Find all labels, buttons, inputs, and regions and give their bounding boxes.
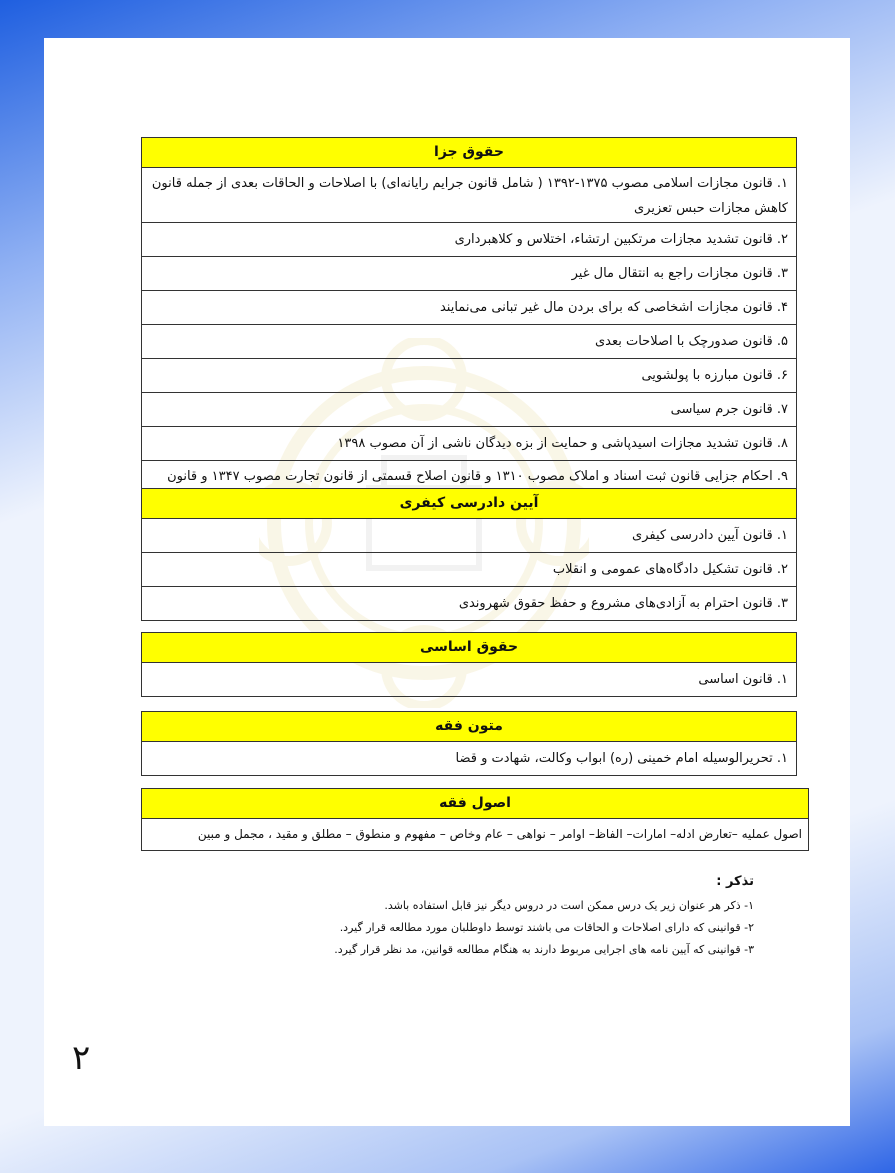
list-item: ۱. تحریرالوسیله امام خمینی (ره) ابواب وکالت، شهادت و قضا	[142, 742, 796, 776]
section-criminal-law	[141, 137, 797, 516]
section-title: آیین دادرسی کیفری	[142, 489, 796, 519]
list-item: ۶. قانون مبارزه با پولشویی	[142, 359, 796, 393]
list-item: ۱. قانون مجازات اسلامی مصوب ۱۳۷۵-۱۳۹۲ ( شامل قانون جرایم رایانه‌ای) با اصلاحات و الحاقات بعدی از جمله قانون کاهش مجازات حبس تعزیری	[142, 168, 796, 223]
section-constitutional-law	[141, 632, 797, 697]
note-line: ۲- قوانینی که دارای اصلاحات و الحاقات می باشند توسط داوطلبان مورد مطالعه قرار گیرد.	[339, 921, 754, 934]
section-fiqh-texts	[141, 711, 797, 776]
section-title: حقوق اساسی	[142, 633, 796, 663]
list-item: ۱. قانون اساسی	[142, 663, 796, 697]
list-item: ۳. قانون مجازات راجع به انتقال مال غیر	[142, 257, 796, 291]
page-number: ۲	[72, 1038, 91, 1078]
list-item: ۹. احکام جزایی قانون ثبت اسناد و املاک مصوب ۱۳۱۰ و قانون اصلاح قسمتی از قانون تجارت مصوب ۱۳۴۷ و قانون	[142, 461, 796, 516]
list-item: ۱. قانون آیین دادرسی کیفری	[142, 519, 796, 553]
list-item: ۷. قانون جرم سیاسی	[142, 393, 796, 427]
notes-title: تذکر :	[716, 874, 754, 889]
section-criminal-procedure	[141, 488, 797, 621]
section-title: حقوق جزا	[142, 138, 796, 168]
list-item: ۴. قانون مجازات اشخاصی که برای بردن مال غیر تبانی می‌نمایند	[142, 291, 796, 325]
section-usul-fiqh	[141, 788, 809, 851]
document-page	[44, 38, 850, 1126]
section-title: اصول فقه	[142, 789, 808, 819]
list-item: ۲. قانون تشدید مجازات مرتکبین ارتشاء، اختلاس و کلاهبرداری	[142, 223, 796, 257]
list-item: اصول عملیه –تعارض ادله– امارات– الفاظ– اوامر – نواهی – عام وخاص – مفهوم و منطوق – مطلق و مقید ، مجمل و مبین	[142, 819, 808, 851]
note-line: ۱- ذکر هر عنوان زیر یک درس ممکن است در دروس دیگر نیز قابل استفاده باشد.	[384, 899, 754, 912]
list-item: ۵. قانون صدورچک با اصلاحات بعدی	[142, 325, 796, 359]
list-item: ۸. قانون تشدید مجازات اسیدپاشی و حمایت از بزه دیدگان ناشی از آن مصوب ۱۳۹۸	[142, 427, 796, 461]
note-line: ۳- قوانینی که آیین نامه های اجرایی مربوط دارند به هنگام مطالعه قوانین، مد نظر قرار گیرد.	[334, 943, 754, 956]
list-item: ۳. قانون احترام به آزادی‌های مشروع و حفظ حقوق شهروندی	[142, 587, 796, 621]
notes-block	[244, 874, 754, 961]
list-item: ۲. قانون تشکیل دادگاه‌های عمومی و انقلاب	[142, 553, 796, 587]
section-title: متون فقه	[142, 712, 796, 742]
